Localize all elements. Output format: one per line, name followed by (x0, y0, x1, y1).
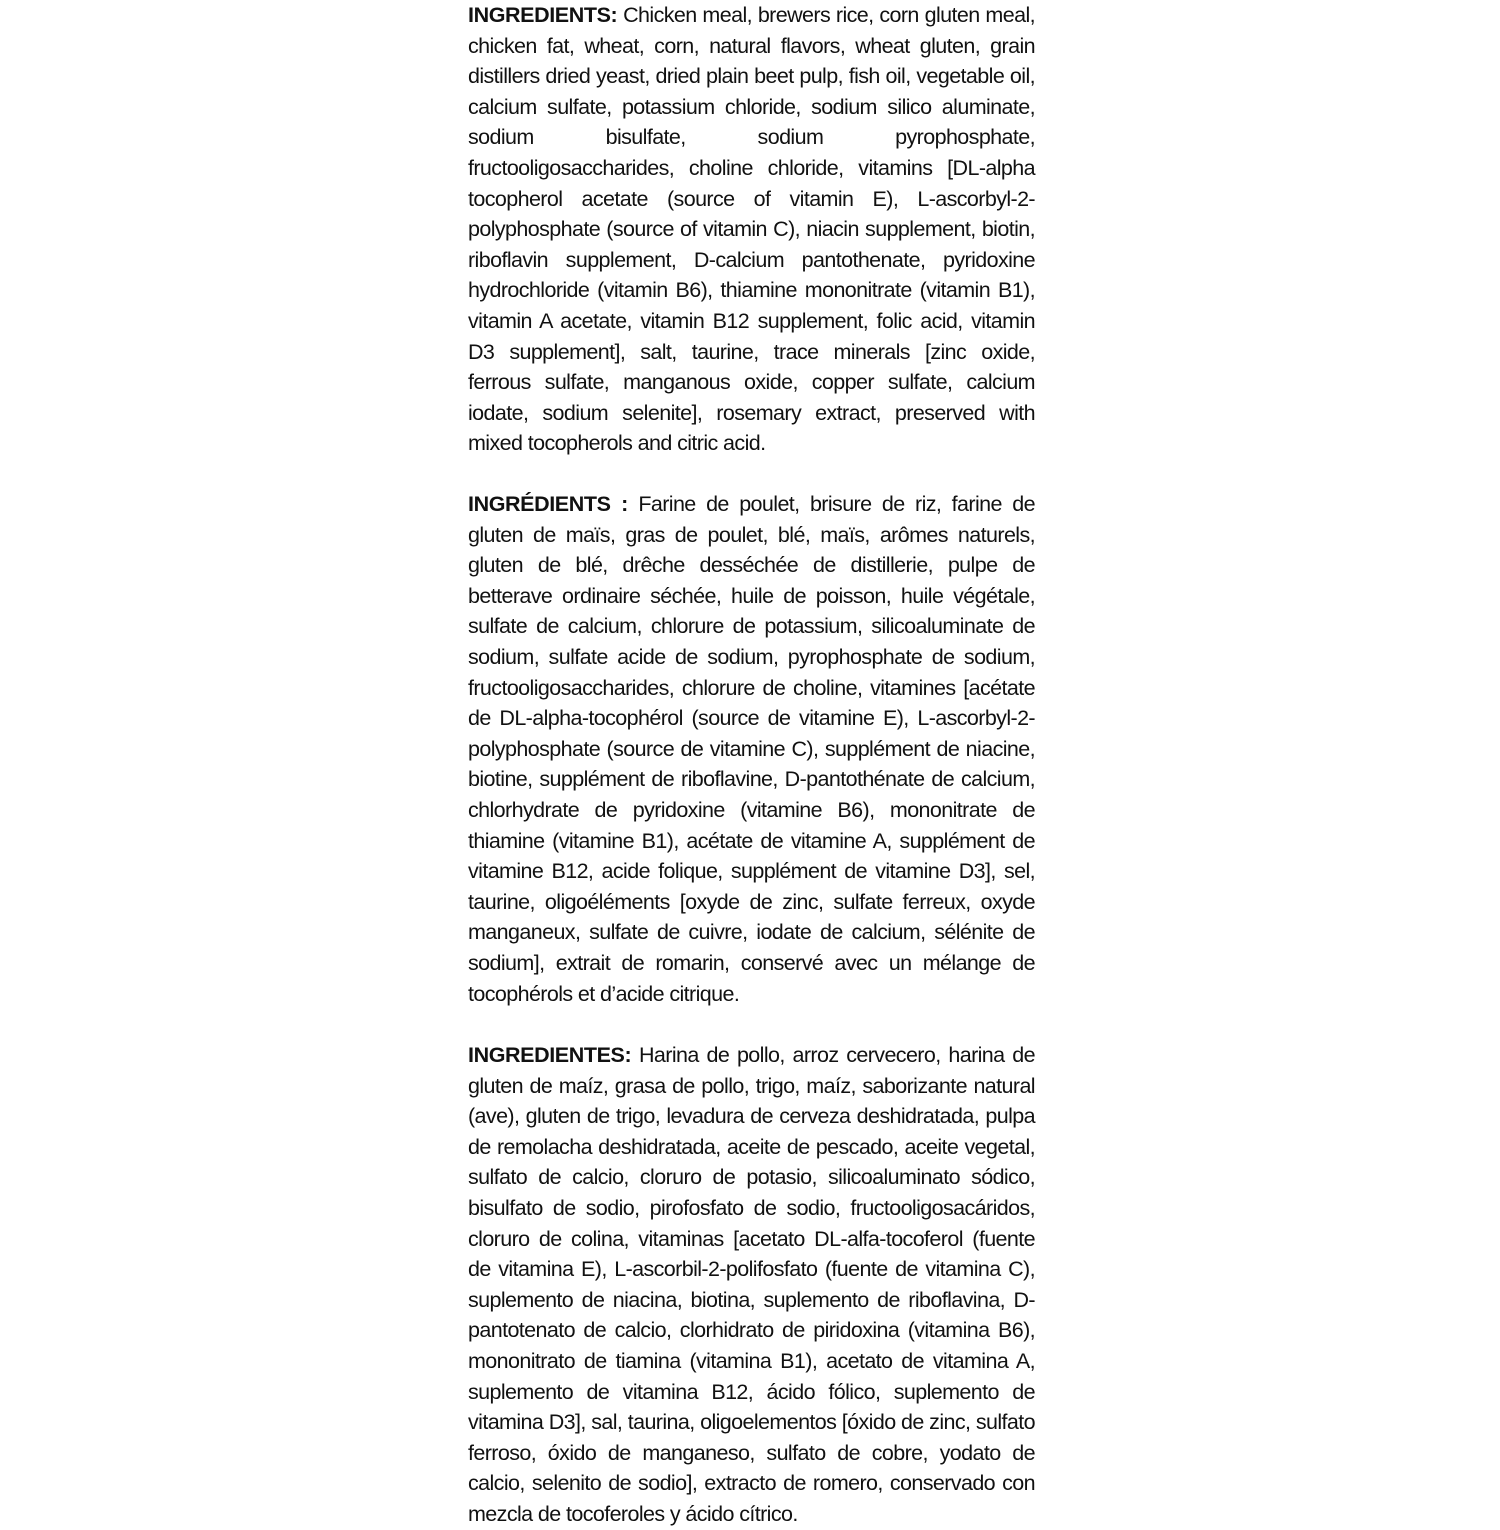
ingredients-spanish (468, 1040, 1035, 1530)
ingredients-french (468, 489, 1035, 1009)
ingredients-french-text: Farine de poulet, brisure de riz, farine de gluten de maïs, gras de poulet, blé, maïs, arômes naturels, gluten de blé, drêche desséchée de distillerie, pulpe de betterave ordinaire séchée, huile de poisson, huile végétale, sulfate de calcium, chlorure de potassium, silicoaluminate de sodium, sulfate acide de sodium, pyrophosphate de sodium, fructooligosaccharides, chlorure de choline, vitamines [acétate de DL-alpha-tocophérol (source de vitamine E), L-ascorbyl-2-polyphosphate (source de vitamine C), supplément de niacine, biotine, supplément de riboflavine, D-pantothénate de calcium, chlorhydrate de pyridoxine (vitamine B6), mononitrate de thiamine (vitamine B1), acétate de vitamine A, supplément de vitamine B12, acide folique, supplément de vitamine D3], sel, taurine, oligoéléments [oxyde de zinc, sulfate ferreux, oxyde manganeux, sulfate de cuivre, iodate de calcium, sélénite de sodium], extrait de romarin, conservé avec un mélange de tocophérols et d’acide citrique. (468, 492, 1035, 1006)
ingredients-spanish-text: Harina de pollo, arroz cervecero, harina de gluten de maíz, grasa de pollo, trigo, maíz, saborizante natural (ave), gluten de trigo, levadura de cerveza deshidratada, pulpa de remolacha deshidratada, aceite de pescado, aceite vegetal, sulfato de calcio, cloruro de potasio, silicoaluminato sódico, bisulfato de sodio, pirofosfato de sodio, fructooligosacáridos, cloruro de colina, vitaminas [acetato DL-alfa-tocoferol (fuente de vitamina E), L-ascorbil-2-polifosfato (fuente de vitamina C), suplemento de niacina, biotina, suplemento de riboflavina, D-pantotenato de calcio, clorhidrato de piridoxina (vitamina B6), mononitrato de tiamina (vitamina B1), acetato de vitamina A, suplemento de vitamina B12, ácido fólico, suplemento de vitamina D3], sal, taurina, oligoelementos [óxido de zinc, sulfato ferroso, óxido de manganeso, sulfato de cobre, yodato de calcio, selenito de sodio], extracto de romero, conservado con mezcla de tocoferoles y ácido cítrico. (468, 1043, 1035, 1526)
ingredients-french-heading: INGRÉDIENTS : (468, 492, 628, 516)
ingredients-english-heading: INGREDIENTS: (468, 3, 618, 27)
ingredients-english-text: Chicken meal, brewers rice, corn gluten meal, chicken fat, wheat, corn, natural flavors, wheat gluten, grain distillers dried yeast, dried plain beet pulp, fish oil, vegetable oil, calcium sulfate, potassium chloride, sodium silico aluminate, sodium bisulfate, sodium pyrophosphate, fructooligosaccharides, choline chloride, vitamins [DL-alpha tocopherol acetate (source of vitamin E), L-ascorbyl-2-polyphosphate (source of vitamin C), niacin supplement, biotin, riboflavin supplement, D-calcium pantothenate, pyridoxine hydrochloride (vitamin B6), thiamine mononitrate (vitamin B1), vitamin A acetate, vitamin B12 supplement, folic acid, vitamin D3 supplement], salt, taurine, trace minerals [zinc oxide, ferrous sulfate, manganous oxide, copper sulfate, calcium iodate, sodium selenite], rosemary extract, preserved with mixed tocopherols and citric acid. (468, 3, 1035, 456)
ingredients-spanish-heading: INGREDIENTES: (468, 1043, 632, 1067)
ingredients-english (468, 0, 1035, 459)
